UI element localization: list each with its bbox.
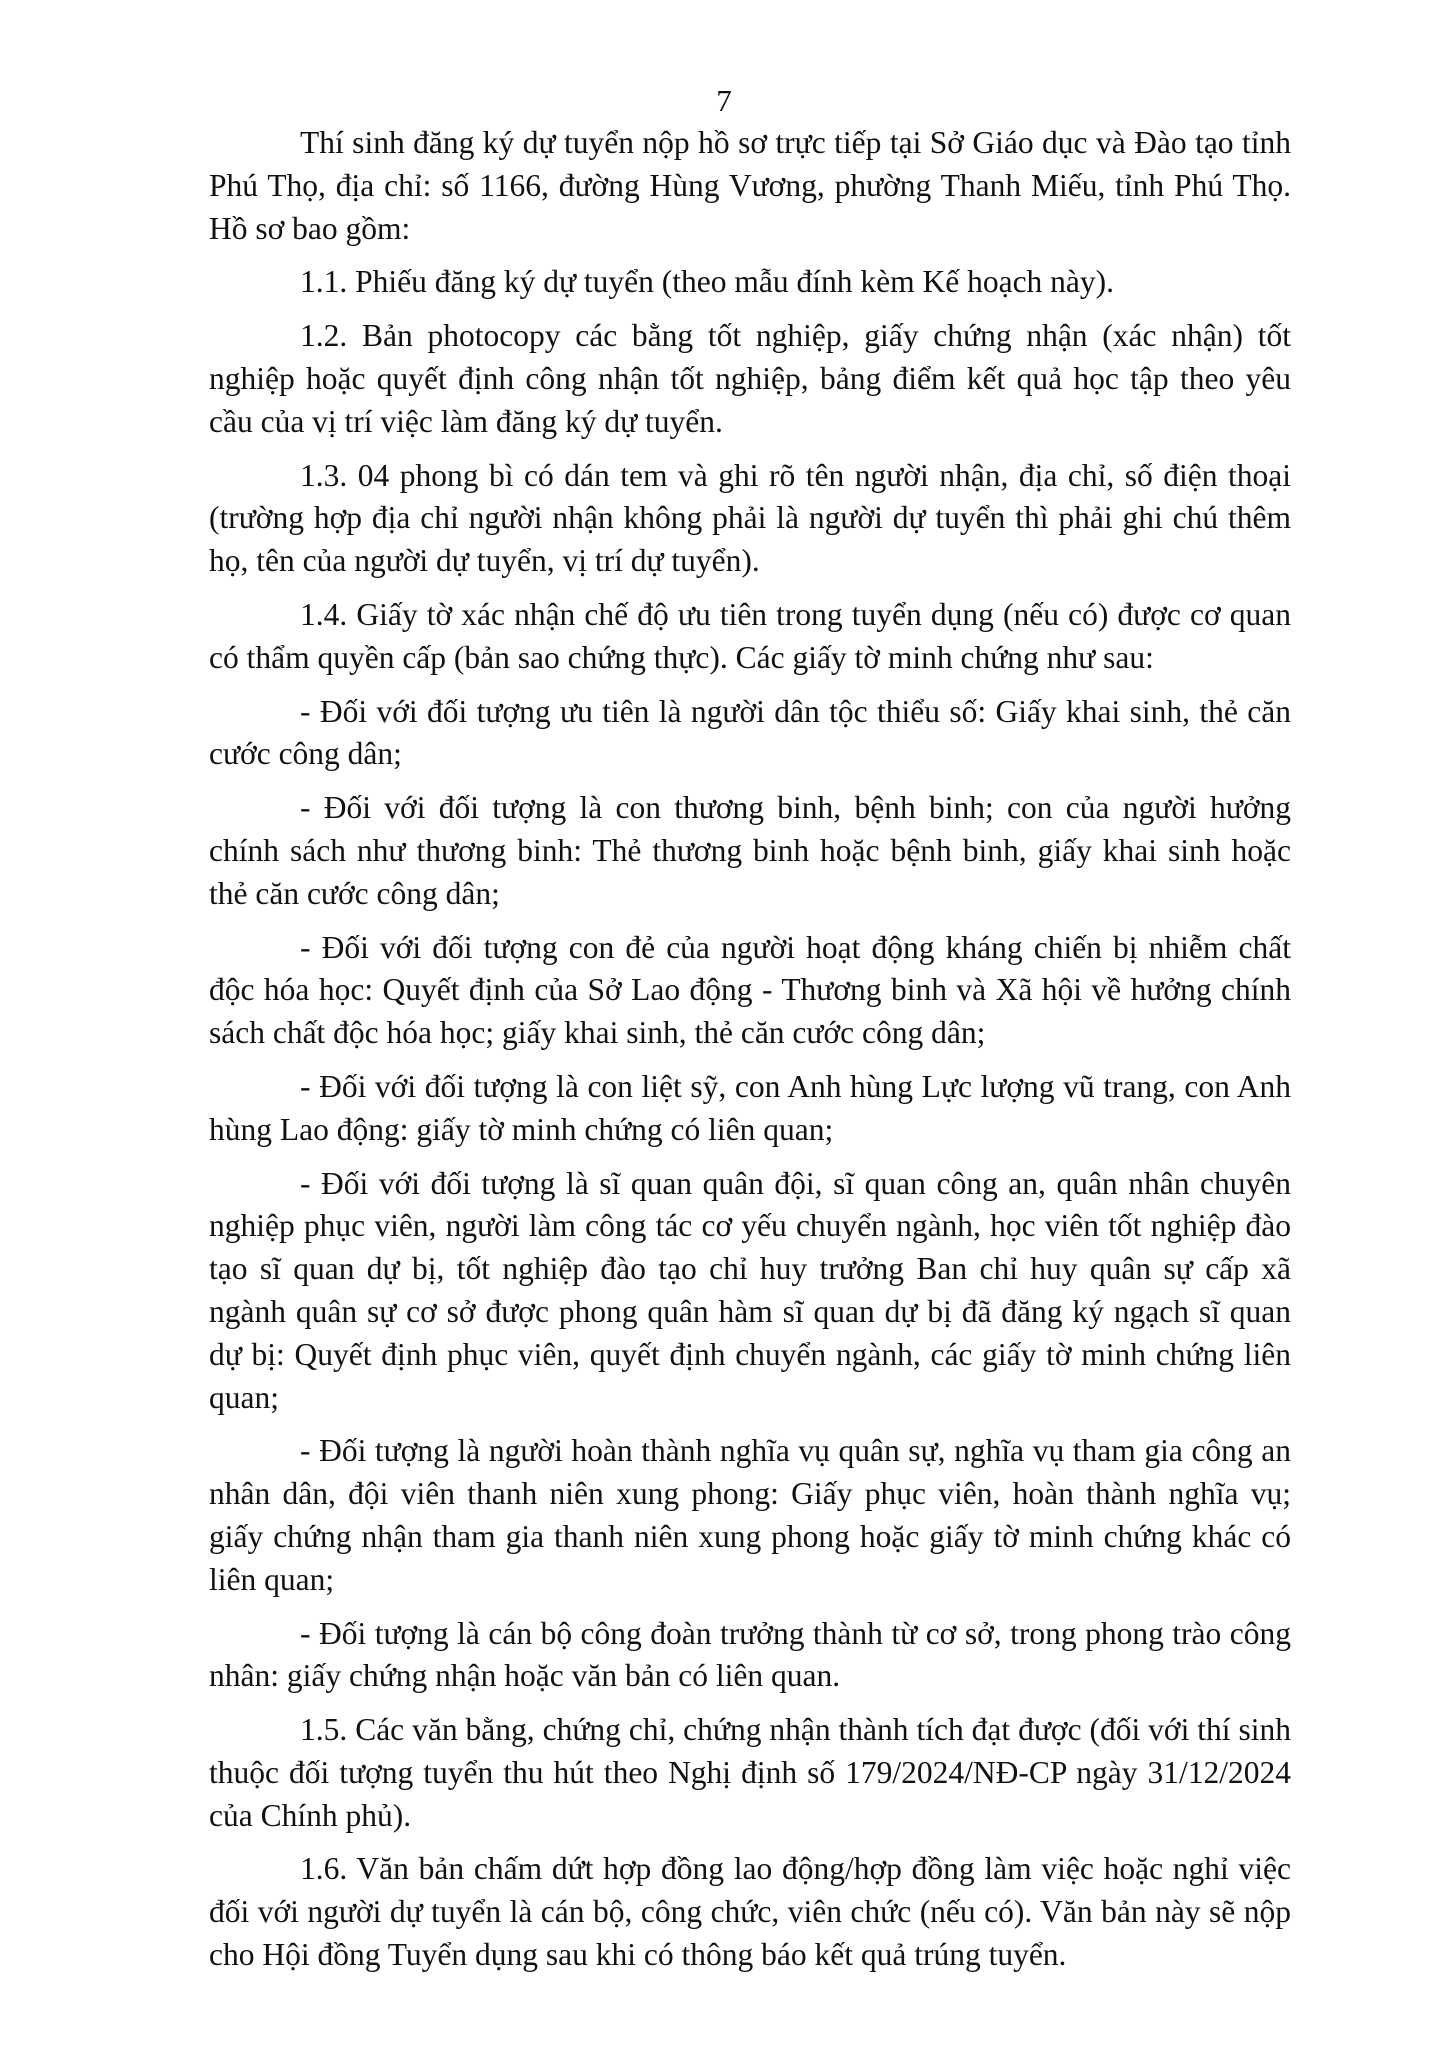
priority-war-invalid-child-paragraph: - Đối với đối tượng là con thương binh, bệnh binh; con của người hưởng chính sách như thương binh: Thẻ thương binh hoặc bệnh binh, giấy khai sinh hoặc thẻ căn cước công dân; [209, 790, 1291, 911]
item-1-2-paragraph: 1.2. Bản photocopy các bằng tốt nghiệp, giấy chứng nhận (xác nhận) tốt nghiệp hoặc quyết định công nhận tốt nghiệp, bảng điểm kết quả học tập theo yêu cầu của vị trí việc làm đăng ký dự tuyển. [209, 318, 1291, 439]
priority-martyr-hero-child-paragraph: - Đối với đối tượng là con liệt sỹ, con Anh hùng Lực lượng vũ trang, con Anh hùng Lao động: giấy tờ minh chứng có liên quan; [209, 1068, 1291, 1147]
document-body [209, 122, 1291, 1988]
item-1-3-paragraph: 1.3. 04 phong bì có dán tem và ghi rõ tên người nhận, địa chỉ, số điện thoại (trường hợp địa chỉ người nhận không phải là người dự tuyển thì phải ghi chú thêm họ, tên của người dự tuyển, vị trí dự tuyển). [209, 457, 1291, 579]
item-1-6-paragraph: 1.6. Văn bản chấm dứt hợp đồng lao động/hợp đồng làm việc hoặc nghỉ việc đối với người dự tuyển là cán bộ, công chức, viên chức (nếu có). Văn bản này sẽ nộp cho Hội đồng Tuyển dụng sau khi có thông báo kết quả trúng tuyển. [209, 1851, 1291, 1973]
priority-agent-orange-paragraph: - Đối với đối tượng con đẻ của người hoạt động kháng chiến bị nhiễm chất độc hóa học: Quyết định của Sở Lao động - Thương binh và Xã hội về hưởng chính sách chất độc hóa học; giấy khai sinh, thẻ căn cước công dân; [209, 929, 1291, 1051]
priority-military-service-paragraph: - Đối tượng là người hoàn thành nghĩa vụ quân sự, nghĩa vụ tham gia công an nhân dân, đội viên thanh niên xung phong: Giấy phục viên, hoàn thành nghĩa vụ; giấy chứng nhận tham gia thanh niên xung phong hoặc giấy tờ minh chứng khác có liên quan; [209, 1433, 1291, 1597]
item-1-1-paragraph: 1.1. Phiếu đăng ký dự tuyển (theo mẫu đính kèm Kế hoạch này). [300, 264, 1115, 300]
item-1-4-paragraph: 1.4. Giấy tờ xác nhận chế độ ưu tiên trong tuyển dụng (nếu có) được cơ quan có thẩm quyền cấp (bản sao chứng thực). Các giấy tờ minh chứng như sau: [209, 596, 1291, 675]
intro-paragraph: Thí sinh đăng ký dự tuyển nộp hồ sơ trực tiếp tại Sở Giáo dục và Đào tạo tỉnh Phú Thọ, địa chỉ: số 1166, đường Hùng Vương, phường Thanh Miếu, tỉnh Phú Thọ. Hồ sơ bao gồm: [209, 125, 1291, 246]
item-1-5-paragraph: 1.5. Các văn bằng, chứng chỉ, chứng nhận thành tích đạt được (đối với thí sinh thuộc đối tượng tuyển thu hút theo Nghị định số 179/2024/NĐ-CP ngày 31/12/2024 của Chính phủ). [209, 1712, 1291, 1833]
priority-officer-paragraph: - Đối với đối tượng là sĩ quan quân đội, sĩ quan công an, quân nhân chuyên nghiệp phục viên, người làm công tác cơ yếu chuyển ngành, học viên tốt nghiệp đào tạo sĩ quan dự bị, tốt nghiệp đào tạo chỉ huy trưởng Ban chỉ huy quân sự cấp xã ngành quân sự cơ sở được phong quân hàm sĩ quan dự bị đã đăng ký ngạch sĩ quan dự bị: Quyết định phục viên, quyết định chuyển ngành, các giấy tờ minh chứng liên quan; [209, 1165, 1291, 1415]
page-number: 7 [716, 83, 732, 118]
priority-ethnic-minority-paragraph: - Đối với đối tượng ưu tiên là người dân tộc thiểu số: Giấy khai sinh, thẻ căn cước công dân; [209, 693, 1291, 772]
priority-trade-union-paragraph: - Đối tượng là cán bộ công đoàn trưởng thành từ cơ sở, trong phong trào công nhân: giấy chứng nhận hoặc văn bản có liên quan. [209, 1615, 1291, 1694]
